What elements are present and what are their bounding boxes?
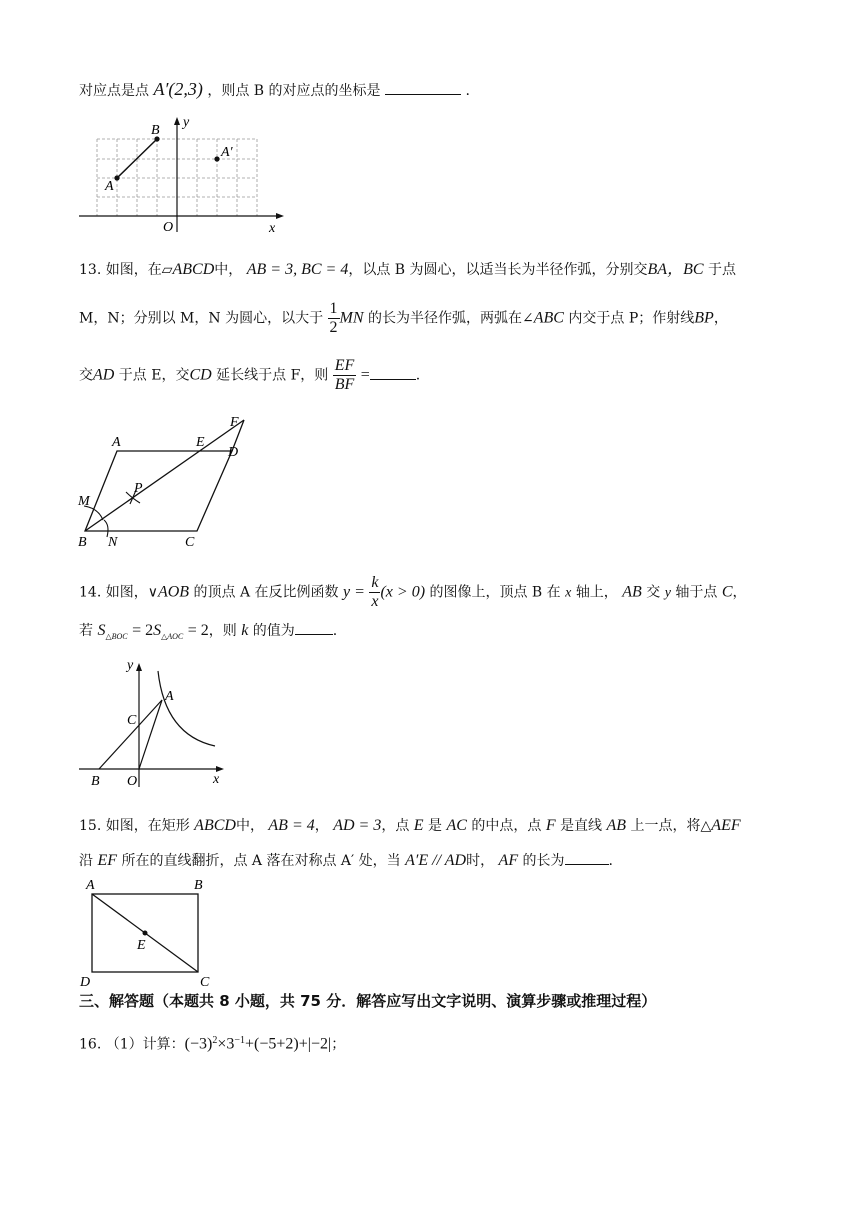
- q14-math-ab: AB: [622, 583, 642, 601]
- q12-y-arrow: [174, 117, 180, 125]
- triangle-icon: ∨: [147, 584, 158, 601]
- q13-frac-bf: BF: [334, 376, 355, 393]
- q14-fraction-k-x: [369, 574, 380, 611]
- q14-hyperbola-figure: [75, 655, 235, 790]
- q15-line-2: [79, 850, 613, 871]
- q13-frac-ef: EF: [334, 357, 355, 374]
- q13-text: 中，: [214, 262, 243, 278]
- q13-label-f: F: [230, 415, 239, 430]
- q14-text: 的顶点 A 在反比例函数: [193, 584, 339, 601]
- q12-label-o: O: [163, 220, 174, 235]
- q15-text: 上一点，将△: [630, 818, 712, 834]
- q13-text: ，以点 B 为圆心，以适当长为半径作弧，分别交: [348, 262, 648, 278]
- q14-math-s2-sub: △AOC: [161, 631, 184, 641]
- q15-math-ab4: AB = 4: [268, 817, 315, 834]
- q13-label-p: P: [134, 481, 143, 496]
- q14-frac-k: k: [371, 574, 379, 591]
- q15-rectangle-figure: [75, 875, 225, 990]
- q12-answer-blank[interactable]: [385, 80, 461, 95]
- q12-point: A′(2,3): [153, 79, 203, 99]
- q13-math-abcd: ABCD: [172, 261, 215, 278]
- q13-line-3: [79, 357, 420, 394]
- q16-math-b: +(−5+2)+|−2|: [245, 1035, 332, 1053]
- q14-text: 的图像上，顶点 B 在: [429, 584, 561, 601]
- q12-grid-figure: [75, 112, 290, 237]
- q15-math-ac: AC: [446, 817, 467, 834]
- q13-label-c: C: [185, 535, 195, 550]
- q13-label-d: D: [228, 445, 239, 460]
- q14-label-y: y: [127, 658, 134, 673]
- q14-text: 如图，: [105, 584, 148, 601]
- q15-math-af: AF: [498, 852, 519, 869]
- q14-math-y: y: [664, 585, 671, 601]
- q16-line: [79, 1031, 345, 1055]
- q13-text: 的长为半径作弧，两弧在∠: [367, 310, 534, 327]
- q15-text: 所在的直线翻折，点 A 落在对称点 A′ 处，当: [121, 853, 401, 869]
- q15-math-ab: AB: [606, 817, 627, 834]
- q16-part: （1）计算：: [105, 1036, 185, 1053]
- q14-math-s1: S: [97, 622, 106, 639]
- q12-end: .: [465, 83, 470, 99]
- q14-label-b: B: [91, 774, 100, 789]
- q12-point-a: [114, 175, 119, 180]
- q13-math-mn: MN: [339, 309, 364, 327]
- q13-fraction-ef-bf: [333, 357, 357, 394]
- q13-fraction-half: [328, 300, 340, 337]
- q15-number: 15.: [79, 818, 102, 834]
- q14-end: .: [332, 623, 338, 639]
- q13-math-cd: CD: [189, 366, 212, 384]
- q15-label-b: B: [194, 878, 203, 893]
- q13-label-n: N: [108, 535, 118, 550]
- q12-suffix: ，则点 B 的对应点的坐标是: [207, 83, 381, 99]
- q14-math-s2: S: [153, 622, 162, 639]
- q13-math-given: AB = 3, BC = 4: [246, 261, 349, 278]
- q14-text: 的值为: [252, 623, 295, 639]
- q15-text: ，: [314, 818, 329, 834]
- q14-math-s1-sub: △BOC: [105, 631, 128, 641]
- q14-label-c: C: [127, 713, 137, 728]
- q12-point-aprime: [214, 156, 219, 161]
- q14-text: 若: [79, 623, 93, 639]
- q13-math-ad: AD: [93, 366, 115, 384]
- q15-math-f: F: [545, 817, 556, 834]
- q15-math-cond: A′E // AD: [405, 852, 467, 869]
- q15-label-d: D: [80, 975, 91, 990]
- q14-y-arrow: [136, 663, 142, 671]
- q15-label-e: E: [137, 938, 146, 953]
- q14-line-1: [79, 574, 747, 611]
- q13-label-m: M: [78, 494, 90, 509]
- q14-label-x: x: [213, 772, 220, 787]
- q12-x-arrow: [276, 213, 284, 219]
- q12-label-aprime: A′: [221, 145, 233, 160]
- q13-label-e: E: [196, 435, 205, 450]
- q14-number: 14.: [79, 584, 102, 601]
- q15-label-c: C: [200, 975, 210, 990]
- q13-parallelogram: [85, 451, 232, 531]
- q14-math-eq2: = 2: [187, 622, 209, 639]
- q12-line: [79, 79, 470, 101]
- q15-math-ad3: AD = 3: [333, 817, 382, 834]
- q13-answer-blank[interactable]: [370, 365, 416, 380]
- q14-line-oa: [139, 700, 162, 769]
- q15-text: 的长为: [522, 853, 565, 869]
- q15-math-ef: EF: [97, 852, 117, 869]
- q14-label-a: A: [165, 689, 174, 704]
- q15-text: 时，: [466, 853, 495, 869]
- q13-line-1: [79, 260, 736, 280]
- q13-ray-bp: [85, 420, 244, 531]
- q14-line-ab: [99, 700, 162, 769]
- q13-text: 内交于点 P；作射线: [568, 310, 695, 327]
- q13-text: 延长线于点 F，则: [216, 367, 329, 384]
- q12-label-b: B: [151, 123, 160, 138]
- q13-text: 交: [79, 367, 93, 384]
- q14-text: 轴上，: [575, 584, 618, 601]
- q13-math-bp: BP: [694, 309, 714, 327]
- q13-label-a: A: [112, 435, 121, 450]
- q15-text: 中，: [235, 818, 264, 834]
- q16-end: ；: [331, 1036, 346, 1053]
- parallelogram-icon: ▱: [161, 262, 173, 278]
- q14-answer-blank[interactable]: [295, 620, 333, 635]
- q13-label-b: B: [78, 535, 87, 550]
- q13-text: M，N；分别以 M，N 为圆心，以大于: [79, 310, 324, 327]
- q15-math-aef: AEF: [711, 817, 741, 834]
- q12-prefix: 对应点是点: [79, 83, 149, 99]
- q13-end: .: [415, 367, 421, 384]
- q15-math-abcd: ABCD: [194, 817, 236, 834]
- q15-text: 是: [428, 818, 443, 834]
- q15-math-e: E: [413, 817, 424, 834]
- q14-text: ，: [732, 584, 747, 601]
- q13-number: 13.: [79, 262, 102, 278]
- q14-text: ，则: [208, 623, 237, 639]
- q15-answer-blank[interactable]: [565, 850, 609, 865]
- q16-math-times: ×3: [217, 1035, 235, 1053]
- q14-math-x: x: [565, 585, 572, 601]
- q15-text: 是直线: [560, 818, 603, 834]
- q13-text: 于点 E，交: [118, 367, 190, 384]
- q14-label-o: O: [127, 774, 138, 789]
- q14-text: 轴于点: [675, 584, 718, 601]
- q16-exp-neg1: −1: [234, 1035, 245, 1046]
- q15-label-a: A: [86, 878, 95, 893]
- q13-line-2: [79, 300, 728, 337]
- q16-math-a: (−3): [184, 1035, 213, 1053]
- q14-text: 交: [646, 584, 661, 601]
- q12-label-y: y: [183, 115, 190, 130]
- q16-number: 16.: [79, 1036, 102, 1053]
- q14-math-k: k: [241, 622, 249, 639]
- q13-frac-den: 2: [329, 319, 338, 336]
- q13-text: 于点: [707, 262, 736, 278]
- q14-math-c: C: [721, 583, 733, 601]
- q14-math-domain: (x > 0): [380, 583, 426, 601]
- q14-frac-x: x: [371, 593, 379, 610]
- q15-line-1: [79, 816, 741, 836]
- q15-text: 的中点，点: [471, 818, 542, 834]
- section3-heading: 三、解答题（本题共 8 小题，共 75 分．解答应写出文字说明、演算步骤或推理过程）: [79, 992, 657, 1010]
- q15-point-e: [143, 931, 148, 936]
- q14-math-aob: AOB: [157, 583, 190, 601]
- q16-exp-2: 2: [212, 1035, 218, 1046]
- q13-text: 如图，在: [105, 262, 162, 278]
- q15-text: 如图，在矩形: [105, 818, 190, 834]
- q12-label-a: A: [105, 179, 114, 194]
- q14-hyperbola-curve: [158, 671, 215, 746]
- q13-text: ，: [713, 310, 728, 327]
- q14-line-2: [79, 620, 337, 647]
- q13-parallelogram-figure: [72, 410, 262, 550]
- q13-equals: =: [360, 366, 370, 384]
- q14-math-eq: = 2: [132, 622, 154, 639]
- q15-text: 沿: [79, 853, 93, 869]
- q12-label-x: x: [269, 221, 276, 236]
- q13-math-ba-bc: BA，BC: [647, 261, 704, 278]
- q14-math-yeq: y =: [343, 583, 365, 601]
- q15-end: .: [608, 853, 613, 869]
- q15-text: ，点: [381, 818, 410, 834]
- q13-math-abc: ABC: [533, 309, 564, 327]
- q13-frac-num: 1: [329, 300, 338, 317]
